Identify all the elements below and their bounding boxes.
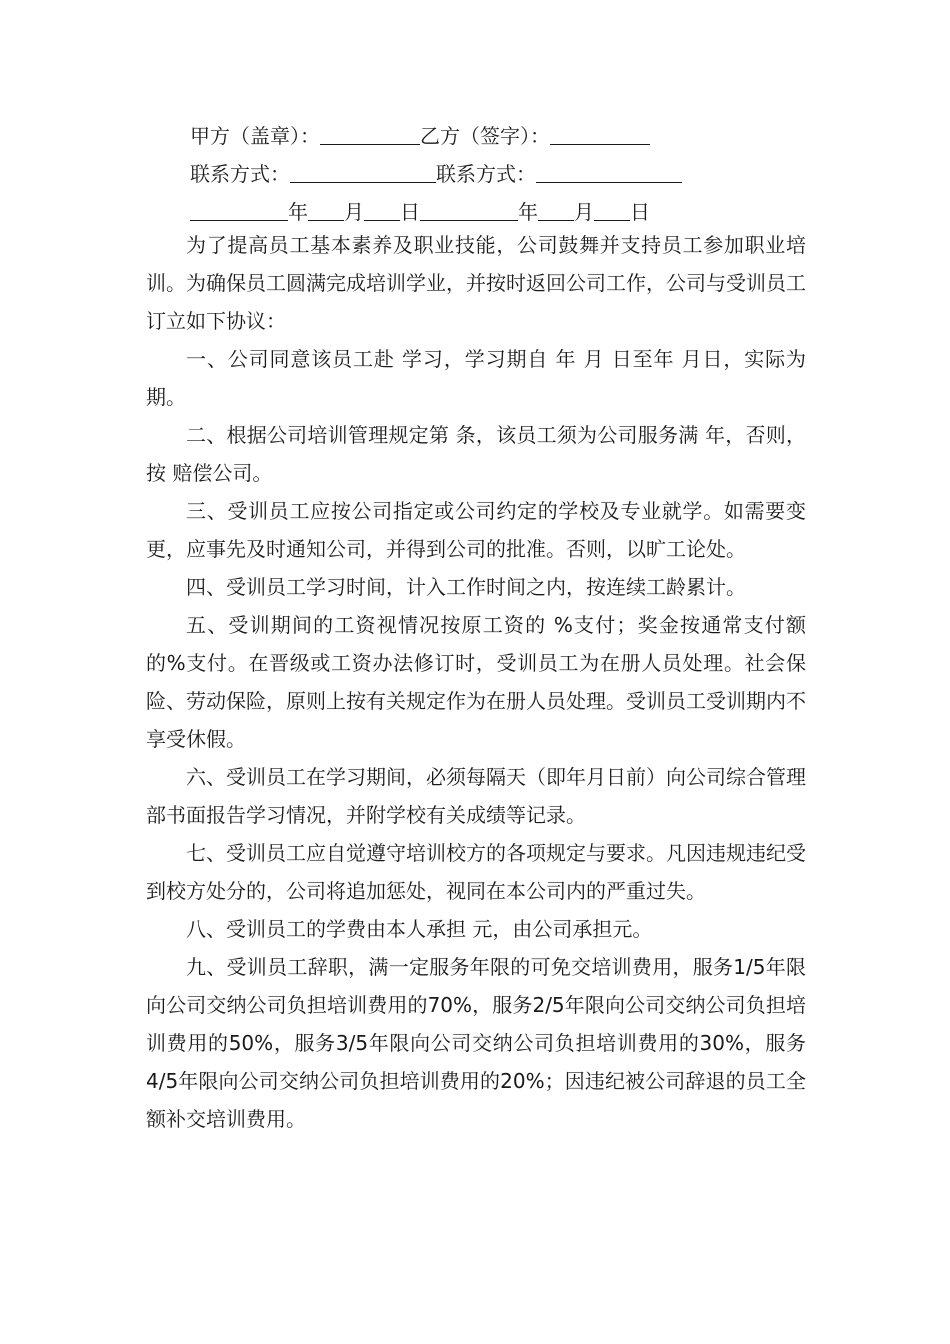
signature-party-line — [190, 122, 650, 150]
party-a-blank — [320, 124, 420, 145]
date-b-year-blank — [420, 200, 518, 221]
date-b-month-label: 月 — [574, 200, 594, 224]
date-a-day-label: 日 — [400, 200, 420, 224]
clause-3-paragraph: 三、受训员工应按公司指定或公司约定的学校及专业就学。如需要变更，应事先及时通知公司，并得到公司的批准。否则，以旷工论处。 — [146, 499, 806, 561]
clause-7-paragraph: 七、受训员工应自觉遵守培训校方的各项规定与要求。凡因违规违纪受到校方处分的，公司将追加惩处，视同在本公司内的严重过失。 — [146, 841, 806, 903]
date-b-day-label: 日 — [630, 200, 650, 224]
party-b-blank — [550, 124, 650, 145]
contact-b-label: 联系方式： — [436, 162, 536, 186]
date-b-year-label: 年 — [518, 200, 538, 224]
date-b-month-blank — [538, 200, 574, 221]
party-b-label: 乙方（签字）： — [420, 124, 550, 148]
signature-contact-line — [190, 160, 682, 188]
date-a-day-blank — [364, 200, 400, 221]
date-a-year-label: 年 — [288, 200, 308, 224]
date-a-year-blank — [190, 200, 288, 221]
clause-9-paragraph: 九、受训员工辞职，满一定服务年限的可免交培训费用，服务1/5年限向公司交纳公司负担培训费用的70%，服务2/5年限向公司交纳公司负担培训费用的50%，服务3/5年限向公司交纳公司负担培训费用的30%，服务4/5年限向公司交纳公司负担培训费用的20%；因违纪被公司辞退的员工全额补交培训费用。 — [146, 955, 806, 1131]
clause-5-paragraph: 五、受训期间的工资视情况按原工资的 %支付；奖金按通常支付额的%支付。在晋级或工资办法修订时，受训员工为在册人员处理。社会保险、劳动保险，原则上按有关规定作为在册人员处理。受训员工受训期内不享受休假。 — [146, 613, 806, 751]
clause-1-paragraph: 一、公司同意该员工赴 学习，学习期自 年 月 日至年 月日，实际为期。 — [146, 347, 806, 409]
clause-6-paragraph: 六、受训员工在学习期间，必须每隔天（即年月日前）向公司综合管理部书面报告学习情况，并附学校有关成绩等记录。 — [146, 765, 806, 827]
signature-date-line — [190, 198, 650, 226]
contact-a-label: 联系方式： — [190, 162, 290, 186]
party-a-label: 甲方（盖章）： — [190, 124, 320, 148]
contact-b-blank — [536, 162, 682, 183]
date-a-month-label: 月 — [344, 200, 364, 224]
clause-4-paragraph: 四、受训员工学习时间，计入工作时间之内，按连续工龄累计。 — [186, 575, 746, 599]
date-a-month-blank — [308, 200, 344, 221]
intro-paragraph: 为了提高员工基本素养及职业技能，公司鼓舞并支持员工参加职业培训。为确保员工圆满完成培训学业，并按时返回公司工作，公司与受训员工订立如下协议： — [146, 233, 806, 333]
agreement-body — [146, 226, 806, 1138]
contact-a-blank — [290, 162, 436, 183]
clause-2-paragraph: 二、根据公司培训管理规定第 条，该员工须为公司服务满 年，否则，按 赔偿公司。 — [146, 423, 806, 485]
date-b-day-blank — [594, 200, 630, 221]
clause-8-paragraph: 八、受训员工的学费由本人承担 元，由公司承担元。 — [186, 917, 653, 941]
